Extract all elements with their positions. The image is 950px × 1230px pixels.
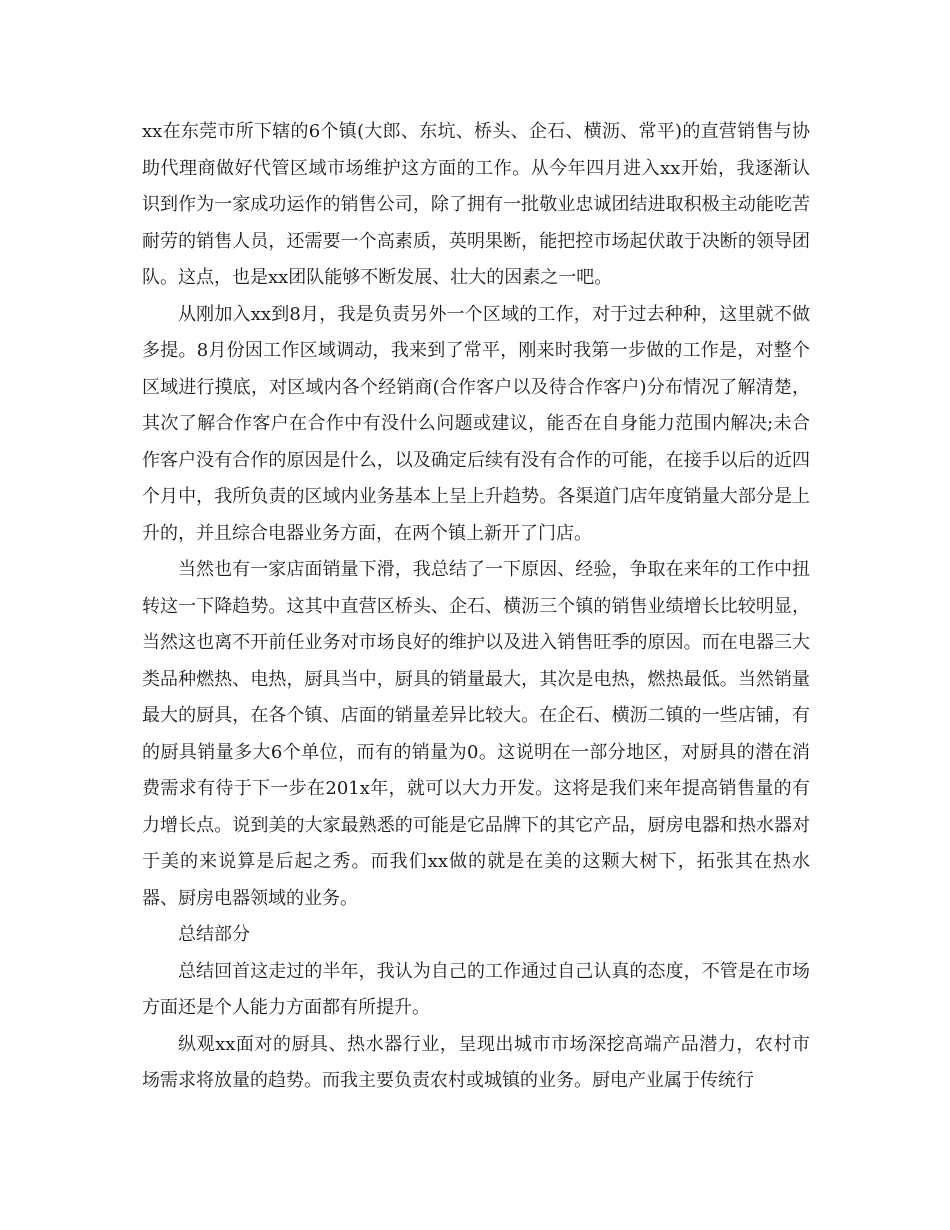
summary-paragraph-2: 纵观xx面对的厨具、热水器行业，呈现出城市市场深挖高端产品潜力，农村市场需求将放量的趋势。而我主要负责农村或城镇的业务。厨电产业属于传统行 [142, 1033, 810, 1091]
summary-paragraph-1: 总结回首这走过的半年，我认为自己的工作通过自己认真的态度，不管是在市场方面还是个人能力方面都有所提升。 [142, 960, 810, 1018]
section-heading: 总结部分 [178, 924, 250, 945]
body-paragraph-1: xx在东莞市所下辖的6个镇(大郎、东坑、桥头、企石、横沥、常平)的直营销售与协助代理商做好代管区域市场维护这方面的工作。从今年四月进入xx开始，我逐渐认识到作为一家成功运作的销售公司，除了拥有一批敬业忠诚团结进取积极主动能吃苦耐劳的销售人员，还需要一个高素质，英明果断，能把控市场起伏敢于决断的领导团队。这点，也是xx团队能够不断发展、壮大的因素之一吧。 [142, 121, 810, 288]
body-paragraph-2: 从刚加入xx到8月，我是负责另外一个区域的工作，对于过去种种，这里就不做多提。8月份因工作区域调动，我来到了常平，刚来时我第一步做的工作是，对整个区域进行摸底，对区域内各个经销商(合作客户以及待合作客户)分布情况了解清楚，其次了解合作客户在合作中有没什么问题或建议，能否在自身能力范围内解决;未合作客户没有合作的原因是什么，以及确定后续有没有合作的可能，在接手以后的近四个月中，我所负责的区域内业务基本上呈上升趋势。各渠道门店年度销量大部分是上升的，并且综合电器业务方面，在两个镇上新开了门店。 [142, 303, 810, 544]
body-paragraph-3: 当然也有一家店面销量下滑，我总结了一下原因、经验，争取在来年的工作中扭转这一下降趋势。这其中直营区桥头、企石、横沥三个镇的销售业绩增长比较明显，当然这也离不开前任业务对市场良好的维护以及进入销售旺季的原因。而在电器三大类品种燃热、电热，厨具当中，厨具的销量最大，其次是电热，燃热最低。当然销量最大的厨具，在各个镇、店面的销量差异比较大。在企石、横沥二镇的一些店铺，有的厨具销量多大6个单位，而有的销量为0。这说明在一部分地区，对厨具的潜在消费需求有待于下一步在201x年，就可以大力开发。这将是我们来年提高销售量的有力增长点。说到美的大家最熟悉的可能是它品牌下的其它产品，厨房电器和热水器对于美的来说算是后起之秀。而我们xx做的就是在美的这颗大树下，拓张其在热水器、厨房电器领域的业务。 [142, 559, 810, 909]
document-body [142, 114, 810, 1100]
